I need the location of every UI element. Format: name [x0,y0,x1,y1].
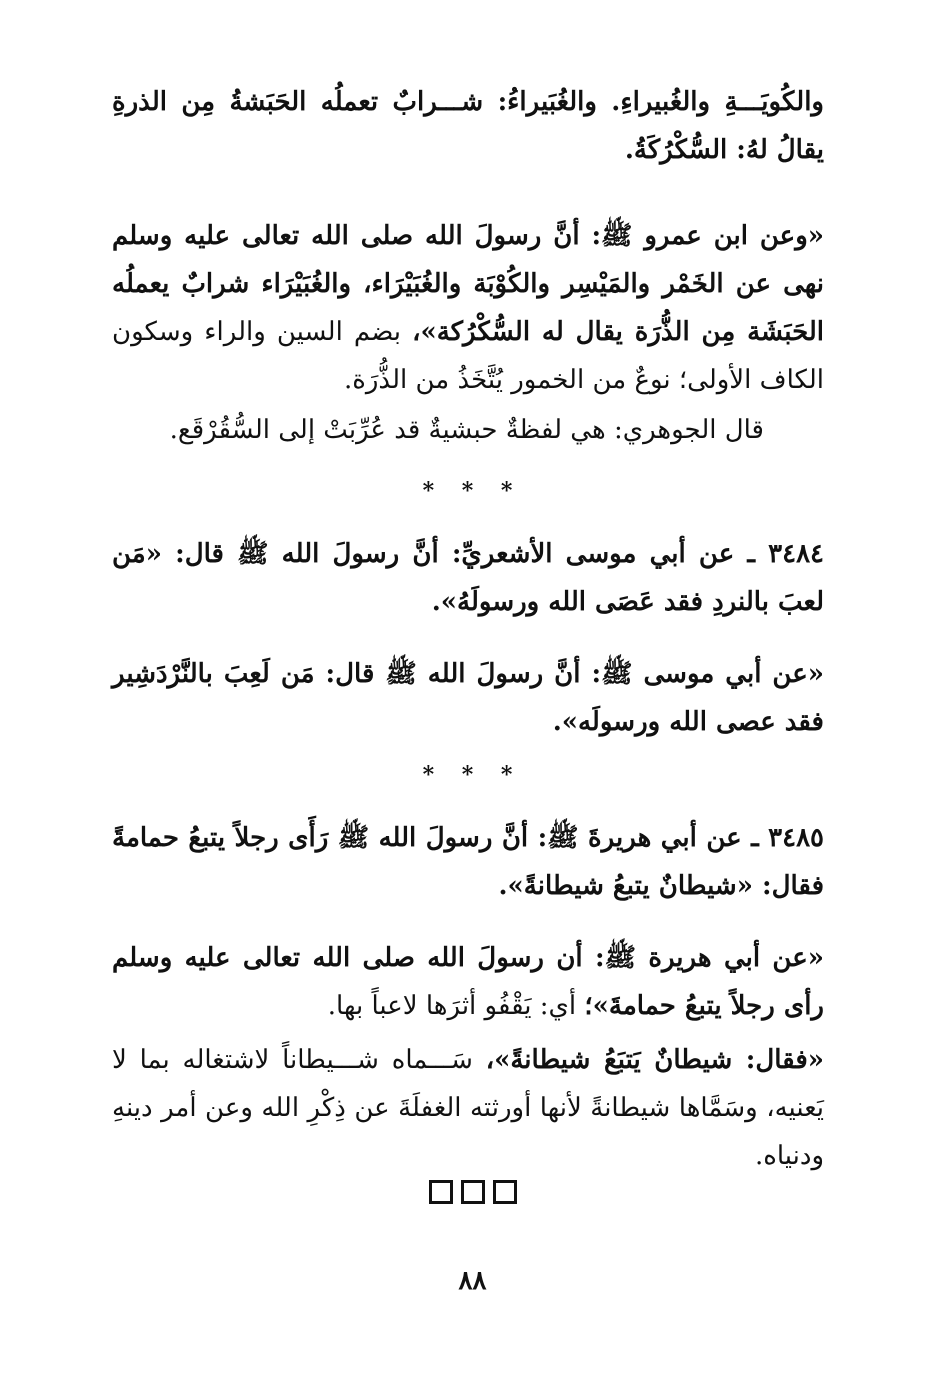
paragraph-ibn-umar [112,212,824,404]
paragraph-commentary-intro [112,78,824,174]
paragraph-text: ٣٤٨٥ ـ عن أبي هريرةَ ﷺ: أنَّ رسولَ الله ﷺ رَأَى رجلاً يتبعُ حمامةً فقال: «شيطانٌ يتبعُ شيطانةً». [112,823,824,901]
explanation-text: سَـــماه شـــيطاناً لاشتغاله بما لا يَعنيه، وسَمَّاها شيطانةً لأنها أورثته الغفلَةَ عن ذِكْرِ الله وعن أمر دينهِ ودنياه. [112,1045,824,1171]
explanation-text: بضم السين والراء وسكون الكاف الأولى؛ نوعٌ من الخمور يُتَّخَذُ من الذُّرَة. [112,317,824,395]
section-separator: * * * [422,762,523,788]
box-icon [461,1180,485,1204]
end-of-section-marker [0,1180,945,1204]
hadith-3485 [112,814,824,910]
quoted-hadith: «عن أبي هريرة ﷺ: أن رسولَ الله صلى الله تعالى عليه وسلم رأى رجلاً يتبعُ حمامةَ»؛ [112,943,824,1021]
box-icon [429,1180,453,1204]
quoted-hadith: «وعن ابن عمرو ﷺ: أنَّ رسولَ الله صلى الله تعالى عليه وسلم نهى عن الخَمْر والمَيْسِر والكُوْبَة والغُبَيْرَاء، والغُبَيْرَاء شرابٌ يعملُه الحَبَشَة مِن الذُّرَة يقال له السُّكْرُكة»، [112,221,825,347]
paragraph-jawhari [112,406,824,454]
box-icon [493,1180,517,1204]
paragraph-shaytan [112,1036,824,1180]
section-separator: * * * [422,478,523,504]
paragraph-abu-musa [112,650,824,746]
paragraph-text: قال الجوهري: هي لفظةٌ حبشيةٌ قد عُرِّبَتْ إلى السُّقُرْقَع. [169,415,764,445]
paragraph-abu-hurayra [112,934,824,1030]
explanation-text: أي: يَقْفُو أثرَها لاعباً بها. [327,991,577,1021]
quoted-hadith: «فقال: شيطانٌ يَتبَعُ شيطانةً»، [485,1045,825,1075]
paragraph-text: ٣٤٨٤ ـ عن أبي موسى الأشعريِّ: أنَّ رسولَ الله ﷺ قال: «مَن لعبَ بالنردِ فقد عَصَى الله ورسولَهُ». [112,539,825,617]
hadith-3484 [112,530,824,626]
page-number: ٨٨ [458,1266,487,1296]
paragraph-text: والكُويَـــةِ والغُبيراءِ. والغُبَيراءُ: شـــرابٌ تعملُه الحَبَشةُ مِن الذرةِ يقالُ لهُ: السُّكْرُكَةُ. [112,87,824,165]
paragraph-text: «عن أبي موسى ﷺ: أنَّ رسولَ الله ﷺ قال: مَن لَعِبَ بالنَّرْدَشِير فقد عصى الله ورسولَه». [112,659,824,737]
